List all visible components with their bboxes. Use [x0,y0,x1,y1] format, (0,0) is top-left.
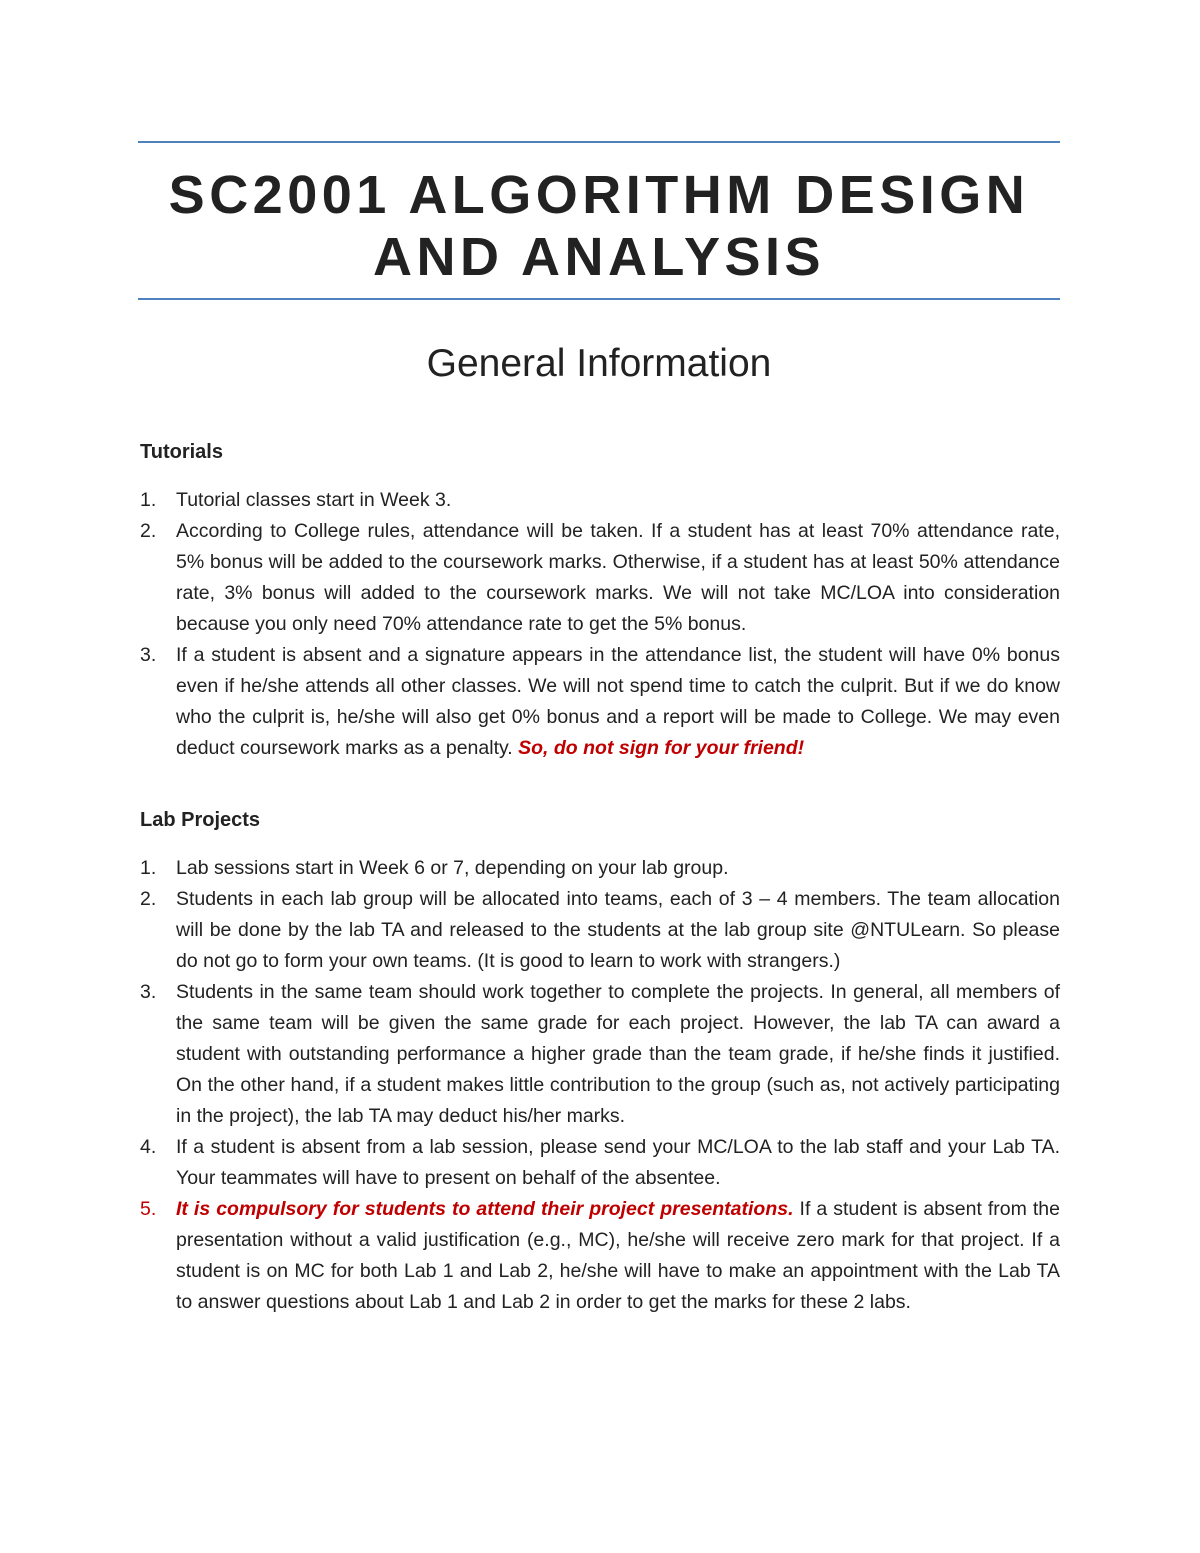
section-heading-tutorials: Tutorials [140,441,223,463]
list-item-text: Lab sessions start in Week 6 or 7, depending on your lab group. [176,857,729,879]
list-item-text: Tutorial classes start in Week 3. [176,489,452,511]
lab-projects-list [140,853,1060,1318]
list-item-text: Students in the same team should work together to complete the projects. In general, all members of the same team will be given the same grade for each project. However, the lab TA can award a student with outstanding performance a higher grade than the team grade, if he/she finds it justified. On the other hand, if a student makes little contribution to the group (such as, not actively participating in the project), the lab TA may deduct his/her marks. [176,981,1060,1127]
list-item-number: 1. [140,857,157,879]
list-item [140,1194,1060,1318]
document-subtitle: General Information [426,342,772,385]
list-item-number: 5. [140,1198,157,1220]
title-rule-top [138,141,1060,143]
list-item [140,1132,1060,1194]
list-item [140,884,1060,977]
tutorials-list [140,485,1060,764]
list-item-number: 3. [140,644,157,666]
list-item-number: 2. [140,520,157,542]
list-item-emphasis: So, do not sign for your friend! [518,737,805,759]
document-title-line-1: SC2001 ALGORITHM DESIGN [168,165,1030,225]
list-item-number: 2. [140,888,157,910]
document-title [138,164,1060,288]
list-item [140,485,1060,516]
list-item-text: Students in each lab group will be allocated into teams, each of 3 – 4 members. The team allocation will be done by the lab TA and released to the students at the lab group site @NTULearn. So please do not go to form your own teams. (It is good to learn to work with strangers.) [176,888,1060,972]
list-item-number: 4. [140,1136,157,1158]
list-item-number: 3. [140,981,157,1003]
list-item-text: If a student is absent and a signature appears in the attendance list, the student will have 0% bonus even if he/she attends all other classes. We will not spend time to catch the culprit. But if we do know who the culprit is, he/she will also get 0% bonus and a report will be made to College. We may even deduct coursework marks as a penalty. [176,644,1060,759]
list-item [140,516,1060,640]
list-item-emphasis: It is compulsory for students to attend their project presentations. [176,1198,794,1220]
list-item-text: According to College rules, attendance will be taken. If a student has at least 70% attendance rate, 5% bonus will be added to the coursework marks. Otherwise, if a student has at least 50% attendance rate, 3% bonus will added to the coursework marks. We will not take MC/LOA into consideration because you only need 70% attendance rate to get the 5% bonus. [176,520,1060,635]
list-item-text: If a student is absent from the presentation without a valid justification (e.g., MC), he/she will receive zero mark for that project. If a student is on MC for both Lab 1 and Lab 2, he/she will have to make an appointment with the Lab TA to answer questions about Lab 1 and Lab 2 in order to get the marks for these 2 labs. [176,1198,1061,1313]
list-item [140,853,1060,884]
list-item-text: If a student is absent from a lab session, please send your MC/LOA to the lab staff and your Lab TA. Your teammates will have to present on behalf of the absentee. [176,1136,1060,1189]
list-item-number: 1. [140,489,157,511]
list-item [140,640,1060,764]
list-item [140,977,1060,1132]
document-title-line-2: AND ANALYSIS [372,227,826,287]
title-rule-bottom [138,298,1060,300]
section-heading-lab-projects: Lab Projects [140,809,261,831]
